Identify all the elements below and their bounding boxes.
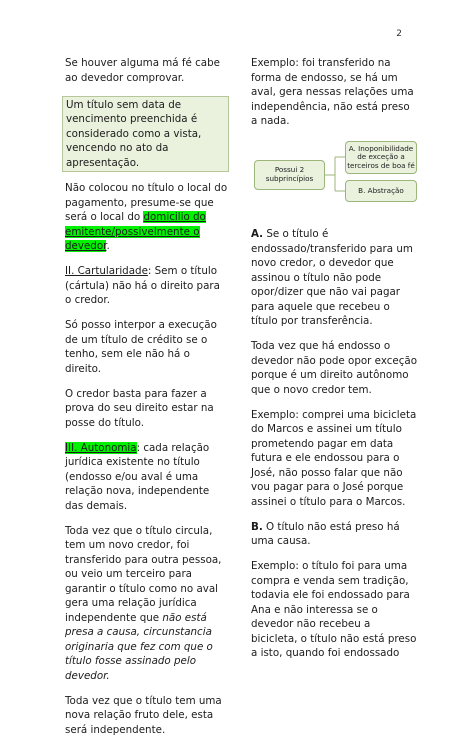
label-a: A.	[251, 228, 264, 240]
paragraph-ma-fe: Se houver alguma má fé cabe ao devedor comprovar.	[65, 57, 220, 84]
paragraph-execucao: Só posso interpor a execução de um título de crédito se o tenho, sem ele não há o direito.	[65, 319, 217, 375]
page-number: 2	[396, 29, 402, 39]
heading-cartularidade: II. Cartularidade	[65, 265, 148, 277]
subprincipios-diagram	[251, 139, 419, 209]
local-pagamento-end: .	[106, 240, 110, 252]
note-box-text: Um título sem data de vencimento preenchida é considerado como a vista, vencendo no ato da apresentação.	[66, 98, 202, 169]
cartularidade-text: : Sem o título (cártula) não há o direito para o credor.	[65, 265, 220, 306]
paragraph-b-causa	[251, 520, 419, 549]
paragraph-prova: O credor basta para fazer a prova do seu direito estar na posse do título.	[65, 387, 214, 429]
paragraph-a-endossado	[251, 227, 419, 329]
paragraph-exemplo-compra: Exemplo: o título foi para uma compra e venda sem tradição, todavia ele foi endossado para Ana e não interessa se o devedor não recebeu a bicicleta, o título não está preso a isto, quando foi endossado	[251, 560, 417, 659]
diagram-node-abstracao: B. Abstração	[345, 180, 417, 202]
circulacao-text: Toda vez que o título circula, tem um novo credor, foi transferido para outra pessoa, ou veio um terceiro para garantir o título como no aval gera uma relação jurídica independente que	[65, 524, 222, 624]
heading-autonomia: III. Autonomia	[65, 441, 137, 454]
highlighted-domicilio: domicilio do emitente/possivelmente o devedor	[65, 211, 206, 252]
paragraph-nova-relacao: Toda vez que o título tem uma nova relação fruto dele, esta será independente.	[65, 694, 222, 736]
right-column	[251, 56, 419, 671]
paragraph-autonomia	[65, 441, 229, 514]
diagram-node-inoponibilidade: A. Inoponibilidade de exceção a terceiros de boa fé	[345, 141, 417, 174]
paragraph-local-pagamento	[65, 181, 229, 254]
paragraph-circulacao	[65, 524, 229, 684]
autonomia-text: : cada relação jurídica existente no título (endosso e/ou aval é uma relação nova, independente das demais.	[65, 441, 210, 512]
left-column	[65, 56, 229, 748]
label-b: B.	[251, 520, 263, 533]
b-text: O título não está preso há uma causa.	[251, 520, 400, 547]
paragraph-cartularidade	[65, 264, 229, 308]
paragraph-exemplo-endosso: Exemplo: foi transferido na forma de endosso, se há um aval, gera nessas relações uma independência, não está preso a nada.	[251, 57, 414, 127]
diagram-node-root: Possui 2 subprincípios	[254, 160, 325, 190]
circulacao-italic: não está presa a causa, circunstancia originaria que fez com que o título fosse assinado pelo devedor.	[65, 611, 213, 682]
local-pagamento-text: Não colocou no título o local do pagamento, presume-se que será o local do	[65, 182, 228, 223]
paragraph-endosso-excecao: Toda vez que há endosso o devedor não pode opor exceção porque é um direito autônomo que o novo credor tem.	[251, 340, 418, 396]
paragraph-exemplo-bicicleta: Exemplo: comprei uma bicicleta do Marcos e assinei um título prometendo pagar em data futura e ele endossou para o José, não posso falar que não vou pagar para o José porque assinei o título para o Marcos.	[251, 408, 417, 508]
a-text: Se o título é endossado/transferido para um novo credor, o devedor que assinou o título não pode opor/dizer que não vai pagar para aquele que recebeu o título por transferência.	[251, 228, 413, 327]
highlighted-note-box	[62, 96, 229, 173]
